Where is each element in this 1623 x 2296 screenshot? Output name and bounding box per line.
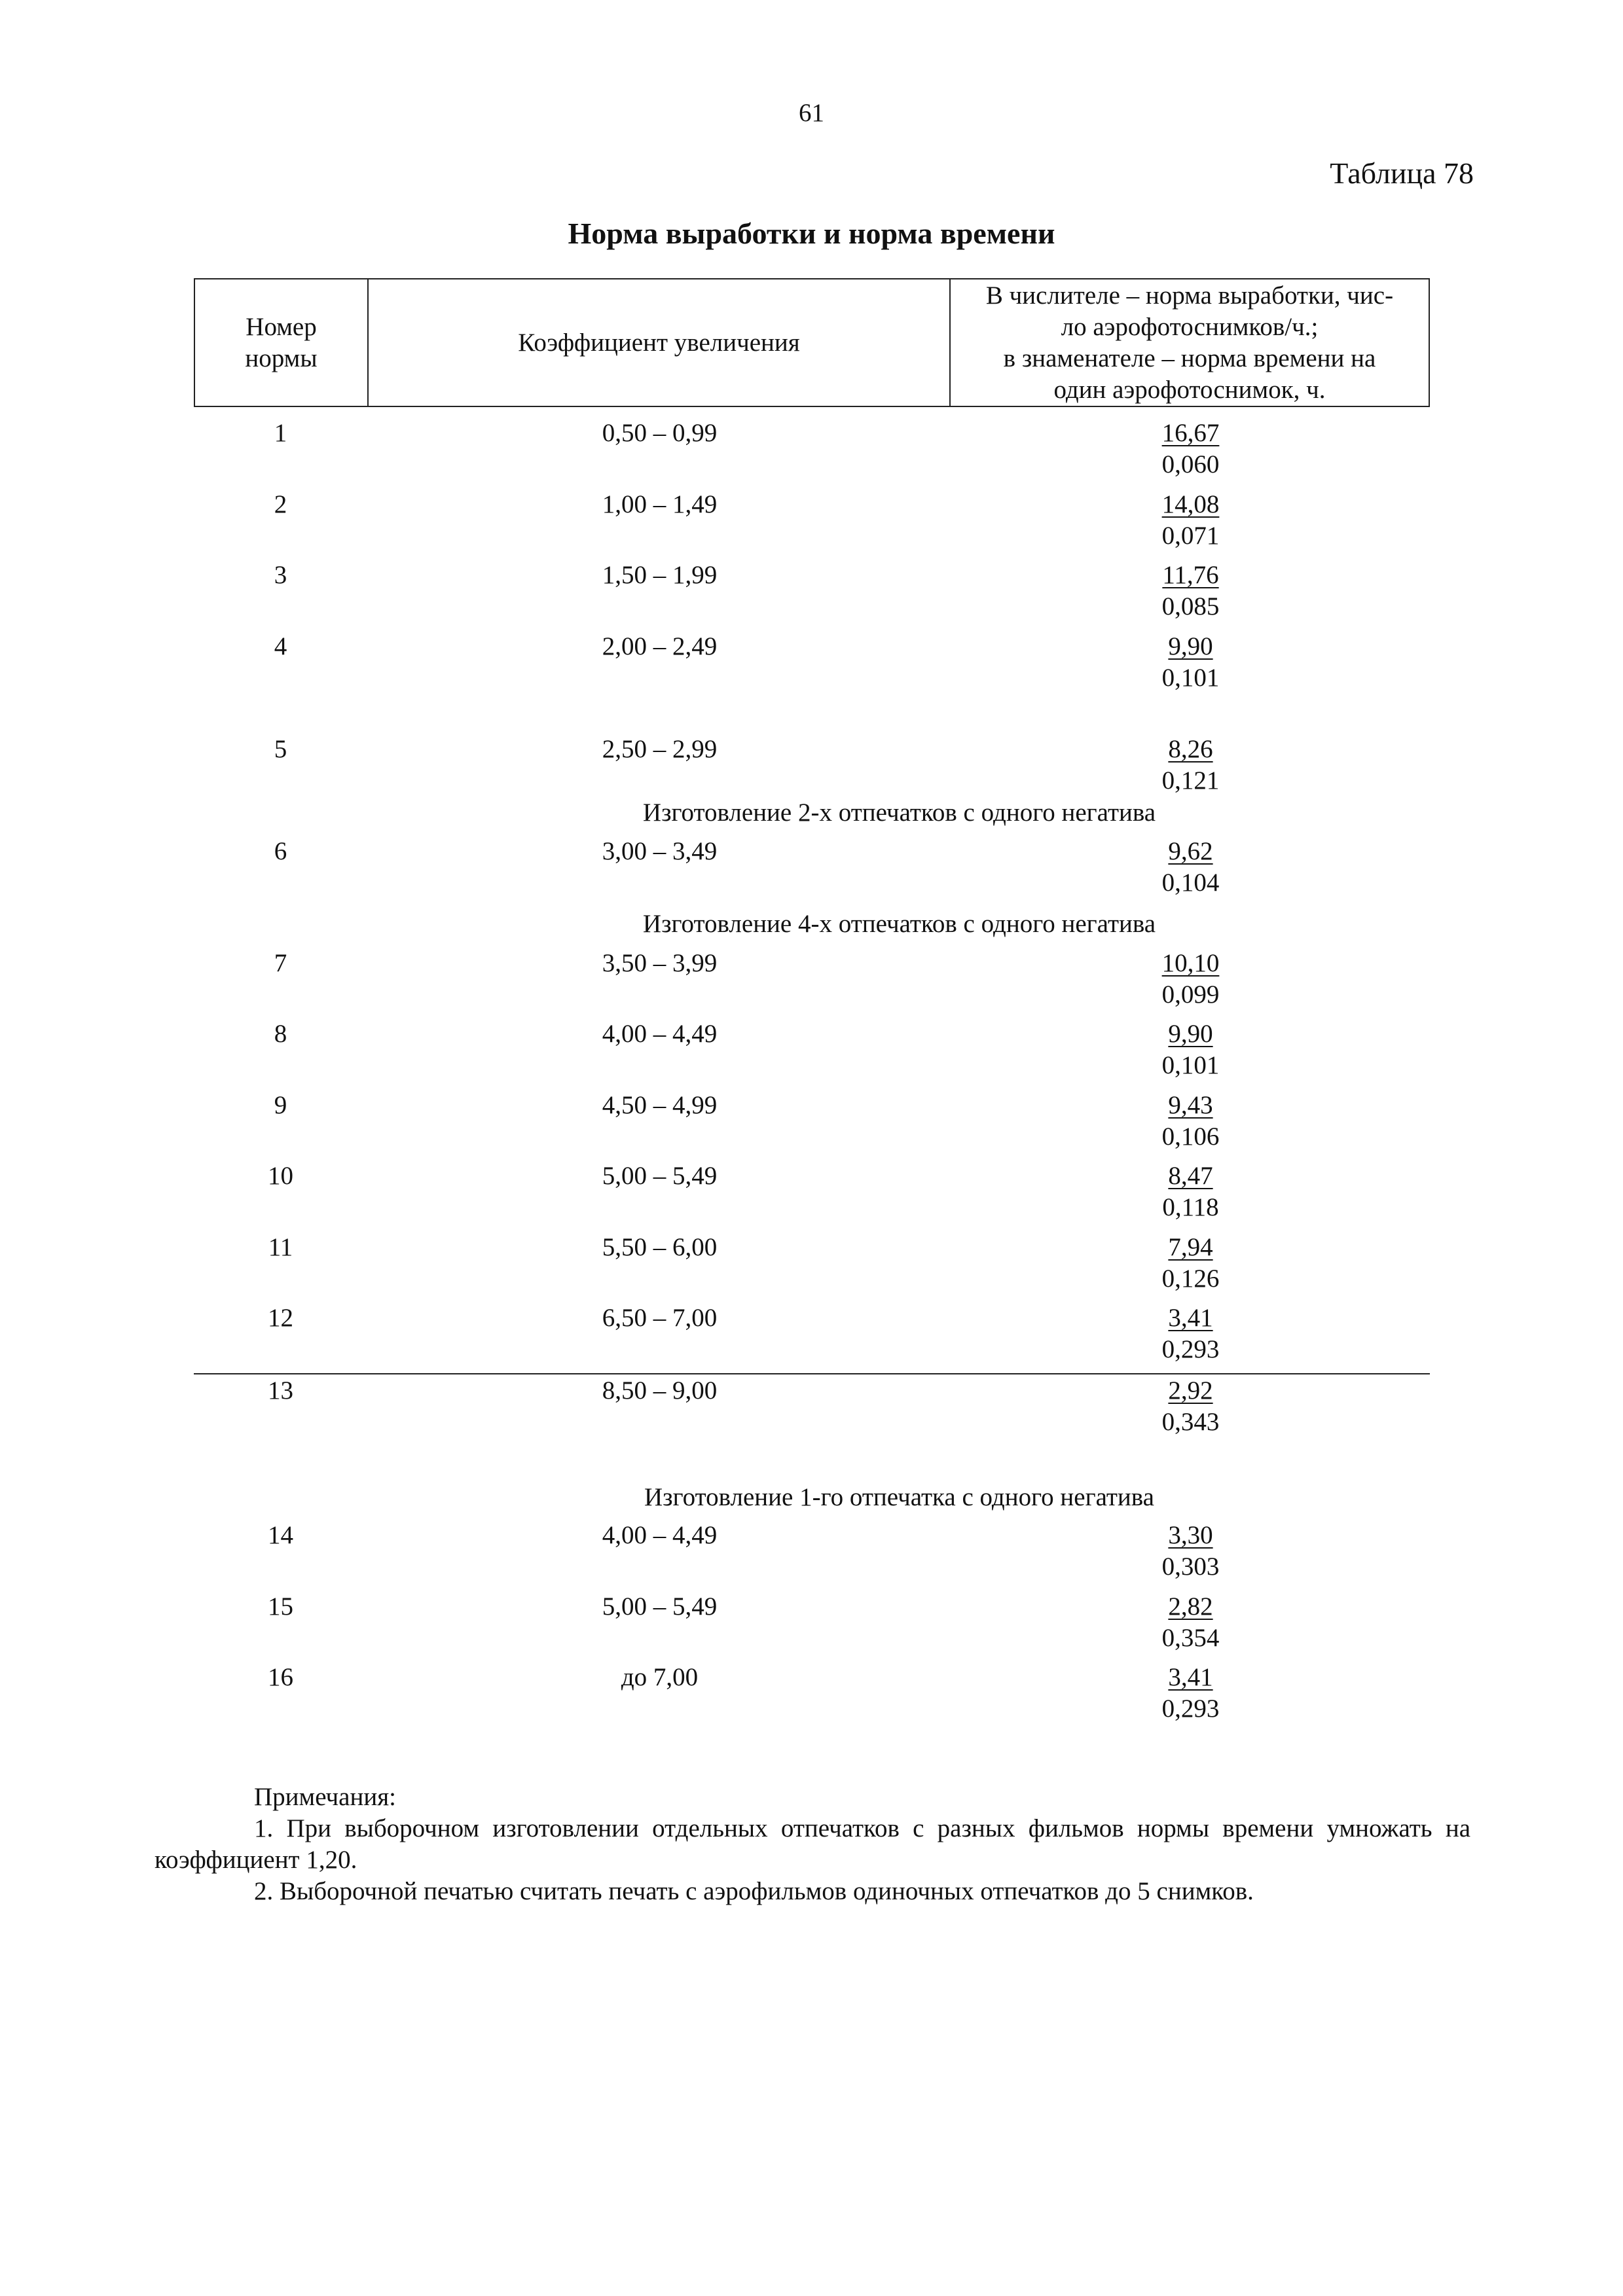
norm-number: 10 bbox=[268, 1162, 293, 1190]
coefficient-range: 1,00 – 1,49 bbox=[602, 490, 718, 518]
time-value: 0,303 bbox=[1161, 1552, 1220, 1581]
rate-time-fraction bbox=[951, 1520, 1430, 1583]
time-value: 0,293 bbox=[1161, 1335, 1220, 1363]
norm-number: 16 bbox=[268, 1663, 293, 1691]
rate-value: 3,30 bbox=[1168, 1521, 1213, 1549]
note-item: 1. При выборочном изготовлении отдельных отпечатков с разных фильмов нормы времени умножать на коэффициент 1,20. bbox=[155, 1814, 1470, 1874]
coefficient-range: 2,00 – 2,49 bbox=[602, 632, 718, 660]
table-title: Норма выработки и норма времени bbox=[568, 217, 1055, 250]
rate-value: 9,62 bbox=[1168, 837, 1213, 865]
notes bbox=[155, 1782, 1470, 1907]
coefficient-range: 5,00 – 5,49 bbox=[602, 1162, 718, 1190]
table-header bbox=[194, 278, 1430, 407]
rate-time-fraction bbox=[951, 1160, 1430, 1223]
time-value: 0,085 bbox=[1161, 592, 1220, 620]
coefficient-range: 3,00 – 3,49 bbox=[602, 837, 718, 865]
norm-number: 3 bbox=[274, 561, 287, 589]
section-heading: Изготовление 1-го отпечатка с одного негатива bbox=[644, 1483, 1154, 1511]
coefficient-range: 2,50 – 2,99 bbox=[602, 735, 718, 763]
rate-time-fraction bbox=[951, 1591, 1430, 1654]
norm-number: 7 bbox=[274, 949, 287, 977]
coefficient-range: 4,50 – 4,99 bbox=[602, 1091, 718, 1119]
rate-time-fraction bbox=[951, 489, 1430, 552]
norm-number: 15 bbox=[268, 1592, 293, 1621]
rate-value: 3,41 bbox=[1168, 1304, 1213, 1332]
coefficient-range: 6,50 – 7,00 bbox=[602, 1304, 718, 1332]
rate-time-fraction bbox=[951, 1090, 1430, 1153]
page-number: 61 bbox=[799, 99, 824, 127]
rate-time-fraction bbox=[951, 948, 1430, 1011]
time-value: 0,104 bbox=[1161, 869, 1220, 897]
time-value: 0,126 bbox=[1161, 1265, 1220, 1293]
header-col-coefficient: Коэффициент увеличения bbox=[369, 279, 951, 406]
time-value: 0,121 bbox=[1161, 766, 1220, 795]
coefficient-range: 8,50 – 9,00 bbox=[602, 1376, 718, 1405]
coefficient-range: 0,50 – 0,99 bbox=[602, 419, 718, 447]
rate-time-fraction bbox=[951, 1232, 1430, 1295]
header-col-number: Номер нормы bbox=[195, 279, 369, 406]
time-value: 0,071 bbox=[1161, 522, 1220, 550]
time-value: 0,106 bbox=[1161, 1122, 1220, 1151]
time-value: 0,293 bbox=[1161, 1695, 1220, 1723]
rate-time-fraction bbox=[951, 1662, 1430, 1725]
time-value: 0,099 bbox=[1161, 980, 1220, 1009]
rate-time-fraction bbox=[951, 734, 1430, 797]
rate-time-fraction bbox=[951, 1302, 1430, 1365]
rate-value: 9,90 bbox=[1168, 1020, 1213, 1048]
coefficient-range: 3,50 – 3,99 bbox=[602, 949, 718, 977]
rate-time-fraction bbox=[951, 560, 1430, 622]
coefficient-range: 1,50 – 1,99 bbox=[602, 561, 718, 589]
rate-value: 2,92 bbox=[1168, 1376, 1213, 1405]
time-value: 0,060 bbox=[1161, 450, 1220, 478]
time-value: 0,343 bbox=[1161, 1408, 1220, 1436]
norm-number: 12 bbox=[268, 1304, 293, 1332]
coefficient-range: до 7,00 bbox=[621, 1663, 699, 1691]
header-col3-line: один аэрофотоснимок, ч. bbox=[1053, 375, 1326, 404]
rate-value: 8,26 bbox=[1168, 735, 1213, 763]
note-item: 2. Выборочной печатью считать печать с аэрофильмов одиночных отпечатков до 5 снимков. bbox=[254, 1877, 1254, 1905]
rate-value: 14,08 bbox=[1161, 490, 1220, 518]
time-value: 0,354 bbox=[1161, 1624, 1220, 1652]
rate-value: 9,90 bbox=[1168, 632, 1213, 660]
rate-value: 11,76 bbox=[1162, 561, 1219, 589]
rate-time-fraction bbox=[951, 1018, 1430, 1081]
header-col3-line: в знаменателе – норма времени на bbox=[1003, 344, 1376, 372]
rate-time-fraction bbox=[951, 836, 1430, 899]
time-value: 0,101 bbox=[1161, 664, 1220, 692]
coefficient-range: 4,00 – 4,49 bbox=[602, 1521, 718, 1549]
header-col3-line: В числителе – норма выработки, чис- bbox=[985, 281, 1394, 310]
table-divider bbox=[194, 1373, 1430, 1374]
norm-number: 8 bbox=[274, 1020, 287, 1048]
norm-number: 4 bbox=[274, 632, 287, 660]
coefficient-range: 5,50 – 6,00 bbox=[602, 1233, 718, 1261]
rate-time-fraction bbox=[951, 1375, 1430, 1438]
norm-number: 11 bbox=[268, 1233, 293, 1261]
time-value: 0,101 bbox=[1161, 1051, 1220, 1079]
rate-value: 10,10 bbox=[1161, 949, 1220, 977]
norm-number: 14 bbox=[268, 1521, 293, 1549]
coefficient-range: 4,00 – 4,49 bbox=[602, 1020, 718, 1048]
time-value: 0,118 bbox=[1162, 1193, 1219, 1221]
norm-number: 2 bbox=[274, 490, 287, 518]
notes-heading: Примечания: bbox=[254, 1783, 396, 1811]
norm-number: 5 bbox=[274, 735, 287, 763]
rate-time-fraction bbox=[951, 631, 1430, 694]
norm-number: 13 bbox=[268, 1376, 293, 1405]
rate-value: 2,82 bbox=[1168, 1592, 1213, 1621]
norm-number: 9 bbox=[274, 1091, 287, 1119]
rate-value: 9,43 bbox=[1168, 1091, 1213, 1119]
rate-value: 8,47 bbox=[1168, 1162, 1213, 1190]
rate-time-fraction bbox=[951, 418, 1430, 480]
rate-value: 3,41 bbox=[1168, 1663, 1213, 1691]
header-col-rate-time bbox=[951, 279, 1429, 406]
rate-value: 7,94 bbox=[1168, 1233, 1213, 1261]
norm-number: 1 bbox=[274, 419, 287, 447]
section-heading: Изготовление 4-х отпечатков с одного негатива bbox=[642, 910, 1156, 938]
table-label: Таблица 78 bbox=[1330, 156, 1474, 190]
rate-value: 16,67 bbox=[1161, 419, 1220, 447]
coefficient-range: 5,00 – 5,49 bbox=[602, 1592, 718, 1621]
norm-number: 6 bbox=[274, 837, 287, 865]
section-heading: Изготовление 2-х отпечатков с одного негатива bbox=[642, 798, 1156, 827]
header-col3-line: ло аэрофотоснимков/ч.; bbox=[1061, 312, 1319, 341]
